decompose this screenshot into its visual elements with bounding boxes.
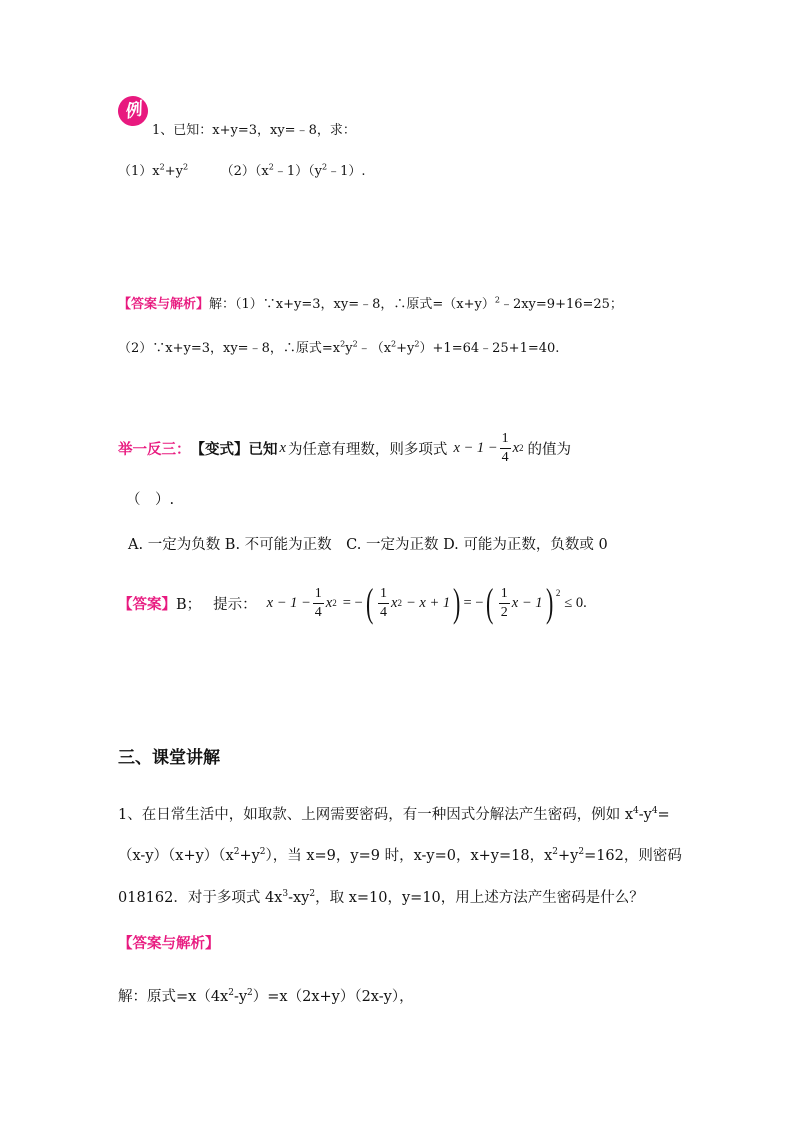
solution-text: -y — [233, 989, 248, 1005]
answer2-line: 【答案】 B； 提示： x − 1 − $\frac{1}{4}$ x 2 = − ( $\frac{1}{4}$ x 2 − x + 1 ) = − ( $\frac{1}{2}$ x − 1 ) $^2$ ≤ 0. — [118, 580, 587, 625]
example-question: 1、已知：x+y=3，xy=﹣8，求： — [152, 123, 356, 138]
answer1-text: （2）∵x+y=3，xy=﹣8，∴原式=x — [118, 341, 341, 356]
part1-prefix: （1）x — [118, 164, 160, 179]
answer1-line1 — [118, 293, 623, 312]
math-expr: x — [391, 594, 398, 611]
exponent: 2 — [321, 162, 328, 172]
math-expr: ≤ 0. — [564, 594, 587, 611]
frac-num: 1 — [380, 585, 388, 601]
exponent: 2 — [233, 847, 240, 858]
frac-den: 4 — [314, 604, 322, 620]
solution-text: ）=x（2x+y）（2x-y）， — [252, 989, 414, 1005]
right-paren: ) — [453, 580, 461, 625]
fraction — [378, 587, 389, 620]
fraction — [500, 432, 511, 465]
variant-line: 举一反三： 【变式】已知 x 为任意有理数，则多项式 x − 1 − $\frac{1}{4}$ x 2 的值为 — [118, 430, 572, 465]
math-expr: x − 1 — [511, 594, 543, 611]
section-para-line2 — [118, 844, 682, 865]
part2-mid: ﹣1）（y — [273, 164, 322, 179]
exponent: 2 — [578, 847, 585, 858]
exponent: 2 — [182, 162, 189, 172]
answer1-text: +y — [396, 341, 415, 356]
left-paren: ( — [365, 580, 374, 625]
para-text: 018162．对于多项式 4x — [118, 890, 283, 906]
answer1-text: ）+1=64﹣25+1=40. — [419, 341, 560, 356]
math-expr: = − — [463, 594, 484, 611]
exponent: 2 — [268, 162, 274, 172]
section-answer-label: 【答案与解析】 — [118, 935, 220, 952]
solution-text: 解：原式=x（4x — [118, 989, 229, 1005]
para-text: =162，则密码 — [584, 848, 682, 864]
frac-num: 1 — [500, 585, 508, 601]
frac-den: 2 — [500, 604, 508, 620]
exponent: 2 — [391, 339, 397, 349]
frac-den: 4 — [380, 604, 388, 620]
example-parts — [118, 160, 366, 179]
answer1-text: 解：（1）∵x+y=3，xy=﹣8，∴原式=（x+y） — [209, 297, 495, 312]
answer1-line2 — [118, 337, 559, 356]
part1-mid: +y — [164, 164, 183, 179]
section-para-line1 — [118, 803, 670, 824]
para-text: +y — [239, 848, 260, 864]
para-text: ），当 x=9，y=9 时，x-y=0，x+y=18，x — [265, 848, 553, 864]
para-text: ，取 x=10，y=10，用上述方法产生密码是什么？ — [315, 890, 644, 906]
frac-num: 1 — [314, 585, 322, 601]
para-text: +y — [558, 848, 579, 864]
variant-blank: （ ）. — [126, 492, 175, 508]
exponent: 2 — [414, 339, 420, 349]
answer-label: 【答案】 — [118, 595, 176, 613]
example-badge-icon: 例 — [115, 93, 151, 129]
right-paren: ) — [545, 580, 553, 625]
math-expr: x − 1 − — [453, 439, 498, 456]
exponent: 2 — [228, 988, 234, 999]
frac-den: 4 — [501, 449, 509, 465]
variant-text: 【变式】已知 — [190, 440, 278, 458]
exponent: 2 — [552, 847, 558, 858]
part2-prefix: （2）（x — [227, 164, 269, 179]
math-expr: = − — [342, 594, 363, 611]
variable-x: x — [279, 439, 286, 456]
variant-options: A. 一定为负数 B. 不可能为正数 C. 一定为正数 D. 可能为正数，负数或 0 — [128, 537, 608, 553]
exponent: 2 — [309, 889, 316, 900]
exponent: 4 — [651, 806, 658, 817]
exponent: 2 — [259, 847, 266, 858]
answer-label: 【答案与解析】 — [118, 297, 210, 312]
exponent: 2 — [352, 339, 358, 349]
exponent: 3 — [282, 889, 289, 900]
para-text: = — [657, 807, 670, 823]
left-paren: ( — [486, 580, 494, 625]
variant-label: 举一反三： — [118, 440, 191, 458]
section-para-line3 — [118, 886, 644, 907]
section-solution — [118, 985, 414, 1006]
math-expr: x − 1 − — [266, 594, 311, 611]
variant-text: 的值为 — [527, 441, 572, 458]
para-text: 1、在日常生活中，如取款、上网需要密码，有一种因式分解法产生密码，例如 x — [118, 807, 634, 823]
para-text: -y — [638, 807, 652, 823]
fraction — [499, 587, 510, 620]
answer-choice: B； — [176, 596, 202, 613]
math-expr: x — [325, 594, 333, 611]
math-expr: − x + 1 — [405, 594, 451, 611]
section-title: 三、课堂讲解 — [118, 748, 220, 768]
answer1-text: y — [345, 341, 353, 356]
fraction — [313, 587, 324, 620]
answer1-text: ﹣（x — [357, 341, 392, 356]
spacer — [188, 164, 227, 179]
para-text: （x-y）（x+y）（x — [118, 848, 234, 864]
exponent: 2 — [494, 295, 500, 305]
variant-text: 为任意有理数，则多项式 — [287, 441, 448, 458]
para-text: -xy — [288, 890, 310, 906]
exponent: 4 — [633, 806, 639, 817]
hint-label: 提示： — [213, 596, 257, 613]
frac-num: 1 — [501, 430, 509, 446]
exponent: 2 — [159, 162, 165, 172]
part2-end: ﹣1）. — [327, 164, 366, 179]
math-expr: x — [512, 439, 520, 456]
answer1-text: ﹣2xy=9+16=25； — [499, 297, 623, 312]
exponent: 2 — [247, 988, 253, 999]
exponent: 2 — [340, 339, 346, 349]
